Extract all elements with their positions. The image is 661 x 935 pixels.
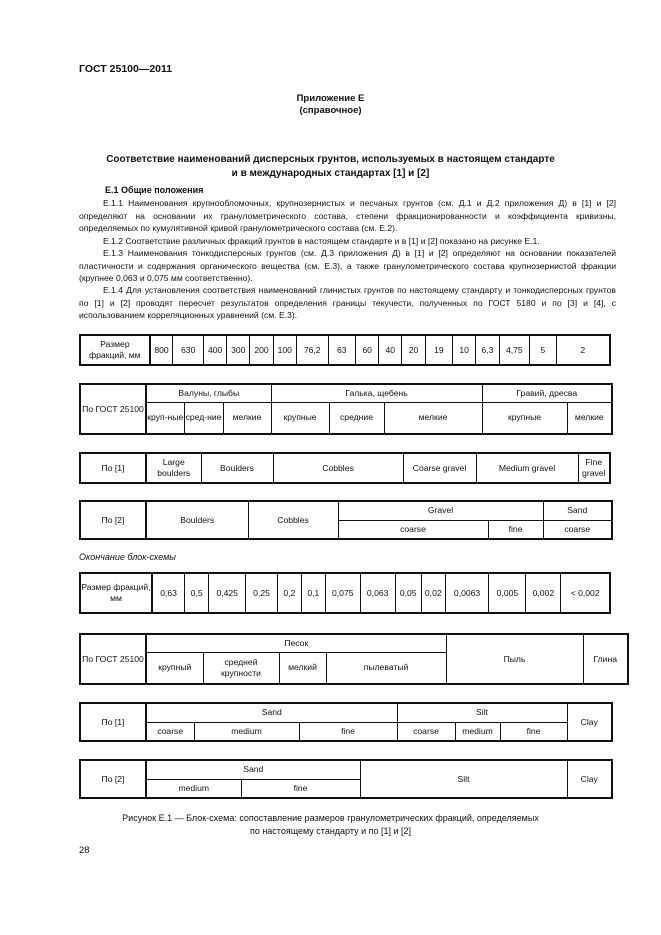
fraction-cell: крупные [482, 402, 567, 434]
paragraph-text: Е.1.2 Соответствие различных фракций грунтов в настоящем стандарте и в [1] и [2] показано на рисунке Е.1. [103, 236, 540, 246]
ref2-fine-table [79, 759, 613, 799]
size-cell: 0,2 [277, 573, 301, 613]
table-head-cell: Размер фракций, мм [80, 573, 152, 613]
figure-caption-line1: Рисунок Е.1 — Блок-схема: сопоставление размеров гранулометрических фракций, определяемых [122, 813, 539, 823]
size-cell: 63 [328, 335, 355, 365]
size-cell: 10 [453, 335, 476, 365]
table-head-cell: Размер фракций, мм [80, 335, 150, 365]
fraction-cell: coarse [338, 520, 488, 539]
group-cell: Sand [146, 760, 360, 779]
main-title [0, 153, 661, 181]
group-cell: Гравий, дресва [482, 384, 612, 402]
size-cell: 76,2 [296, 335, 328, 365]
group-cell: Sand [146, 703, 397, 722]
fraction-cell: средние [329, 402, 384, 434]
size-cell: < 0,002 [561, 573, 610, 613]
group-cell: Clay [567, 703, 612, 741]
section-heading: Е.1 Общие положения [105, 185, 204, 195]
fraction-cell: coarse [146, 722, 194, 741]
fraction-cell: мелкий [279, 652, 326, 684]
fraction-cell: coarse [543, 520, 612, 539]
size-cell: 6,3 [476, 335, 499, 365]
size-cell: 4,75 [499, 335, 530, 365]
paragraph-e11 [79, 197, 616, 235]
fraction-cell: Boulders [201, 453, 273, 483]
size-cell: 0,002 [526, 573, 561, 613]
size-cell: 40 [379, 335, 402, 365]
size-cell: 0,5 [185, 573, 209, 613]
size-cell: 20 [402, 335, 425, 365]
fraction-cell: мелкие [223, 402, 271, 434]
size-cell: 100 [273, 335, 296, 365]
size-cell: 0,05 [395, 573, 421, 613]
fraction-cell: круп-ные [146, 402, 184, 434]
paragraph-text: Е.1.1 Наименования крупнообломочных, крупнозернистых и песчаных грунтов (см. Д.1 и Д.2 приложения Д) в [1] и [2] определяют на основании их гранулометрического состава, степени фракционированности и коэффициента кривизны, определяемых по кумулятивной кривой гранулометрического состава (см. Е.2). [79, 198, 616, 234]
fraction-cell: Boulders [146, 501, 248, 539]
group-cell: Clay [567, 760, 612, 798]
appendix-subtitle: (справочное) [299, 105, 362, 116]
size-cell: 0,0063 [445, 573, 489, 613]
size-cell: 300 [227, 335, 250, 365]
fraction-cell: пылеватый [326, 652, 446, 684]
table-head-cell: По ГОСТ 25100 [80, 634, 146, 684]
size-cell: 19 [425, 335, 452, 365]
fraction-cell: Coarse gravel [403, 453, 476, 483]
paragraph-e13 [79, 247, 616, 285]
size-cell: 0,1 [301, 573, 325, 613]
size-cell: 0,25 [246, 573, 278, 613]
fraction-cell: medium [455, 722, 500, 741]
group-cell: Глина [583, 634, 628, 684]
fraction-cell: fine [299, 722, 397, 741]
fraction-cell: coarse [397, 722, 455, 741]
size-cell: 0,063 [360, 573, 395, 613]
ref1-fine-table [79, 702, 613, 742]
ref1-coarse-table [79, 452, 611, 484]
figure-caption [0, 812, 661, 837]
group-cell: Пыль [446, 634, 583, 684]
size-cell: 400 [204, 335, 227, 365]
fraction-cell: мелкие [567, 402, 612, 434]
fraction-cell: Large boulders [146, 453, 201, 483]
appendix-heading [0, 93, 661, 117]
group-cell: Silt [360, 760, 567, 798]
size-cell: 800 [150, 335, 173, 365]
main-title-line1: Соответствие наименований дисперсных грунтов, используемых в настоящем стандарте [106, 154, 555, 165]
continuation-caption: Окончание блок-схемы [79, 552, 176, 562]
table-head-cell: По [2] [80, 501, 146, 539]
main-title-line2: и в международных стандартах [1] и [2] [231, 168, 430, 179]
table-head-cell: По ГОСТ 25100 [80, 384, 146, 434]
fraction-cell: мелкие [384, 402, 482, 434]
ref2-coarse-table [79, 500, 613, 540]
gost-fine-table [79, 633, 629, 685]
gost-coarse-table [79, 383, 613, 435]
paragraph-text: Е.1.3 Наименования тонкодисперсных грунтов (см. Д.3 приложения Д) в [1] и [2] определяют на основании показателей пластичности и содержания органического вещества (см. Е.3), а также гранулометрического состава крупнозернистой фракции (крупнее 0,063 и 0,075 мм соответственно). [79, 248, 616, 284]
table-head-cell: По [2] [80, 760, 146, 798]
fraction-cell: Fine gravel [578, 453, 610, 483]
fraction-cell: средней крупности [203, 652, 279, 684]
paragraph-e14 [79, 284, 616, 322]
size-cell: 5 [530, 335, 556, 365]
fraction-cell: Medium gravel [476, 453, 578, 483]
fraction-cell: fine [500, 722, 567, 741]
size-cell: 2 [556, 335, 610, 365]
size-cell: 200 [250, 335, 273, 365]
size-cell: 0,005 [489, 573, 526, 613]
fraction-cell: крупный [146, 652, 203, 684]
fraction-cell: medium [194, 722, 299, 741]
fraction-cell: Cobbles [273, 453, 403, 483]
paragraph-e12 [79, 235, 616, 248]
fraction-size-table-2 [79, 572, 611, 614]
size-cell: 60 [355, 335, 378, 365]
page-number: 28 [79, 845, 90, 856]
figure-caption-line2: по настоящему стандарту и по [1] и [2] [249, 825, 412, 836]
group-cell: Валуны, глыбы [146, 384, 271, 402]
size-cell: 0,425 [209, 573, 246, 613]
table-head-cell: По [1] [80, 453, 146, 483]
group-cell: Silt [397, 703, 567, 722]
group-cell: Sand [543, 501, 612, 520]
group-cell: Галька, щебень [271, 384, 482, 402]
paragraph-text: Е.1.4 Для установления соответствия наименований глинистых грунтов по настоящему стандарту и тонкодисперсных грунтов по [1] и [2] проводят пересчет результатов определения границы текучести, полученных по ГОСТ 5180 и по [3] и [4], с использованием корреляционных уравнений (см. Е.3). [79, 285, 616, 321]
size-cell: 0,02 [421, 573, 445, 613]
fraction-cell: крупные [271, 402, 329, 434]
size-cell: 0,63 [152, 573, 185, 613]
size-cell: 0,075 [325, 573, 360, 613]
fraction-cell: Cobbles [248, 501, 338, 539]
table-head-cell: По [1] [80, 703, 146, 741]
document-header: ГОСТ 25100—2011 [79, 63, 173, 75]
fraction-size-table-1 [79, 334, 611, 366]
appendix-title: Приложение Е [296, 93, 365, 104]
size-cell: 630 [173, 335, 204, 365]
group-cell: Gravel [338, 501, 543, 520]
fraction-cell: fine [488, 520, 543, 539]
fraction-cell: сред-ние [184, 402, 223, 434]
group-cell: Песок [146, 634, 446, 652]
fraction-cell: medium [146, 779, 241, 798]
fraction-cell: fine [241, 779, 360, 798]
